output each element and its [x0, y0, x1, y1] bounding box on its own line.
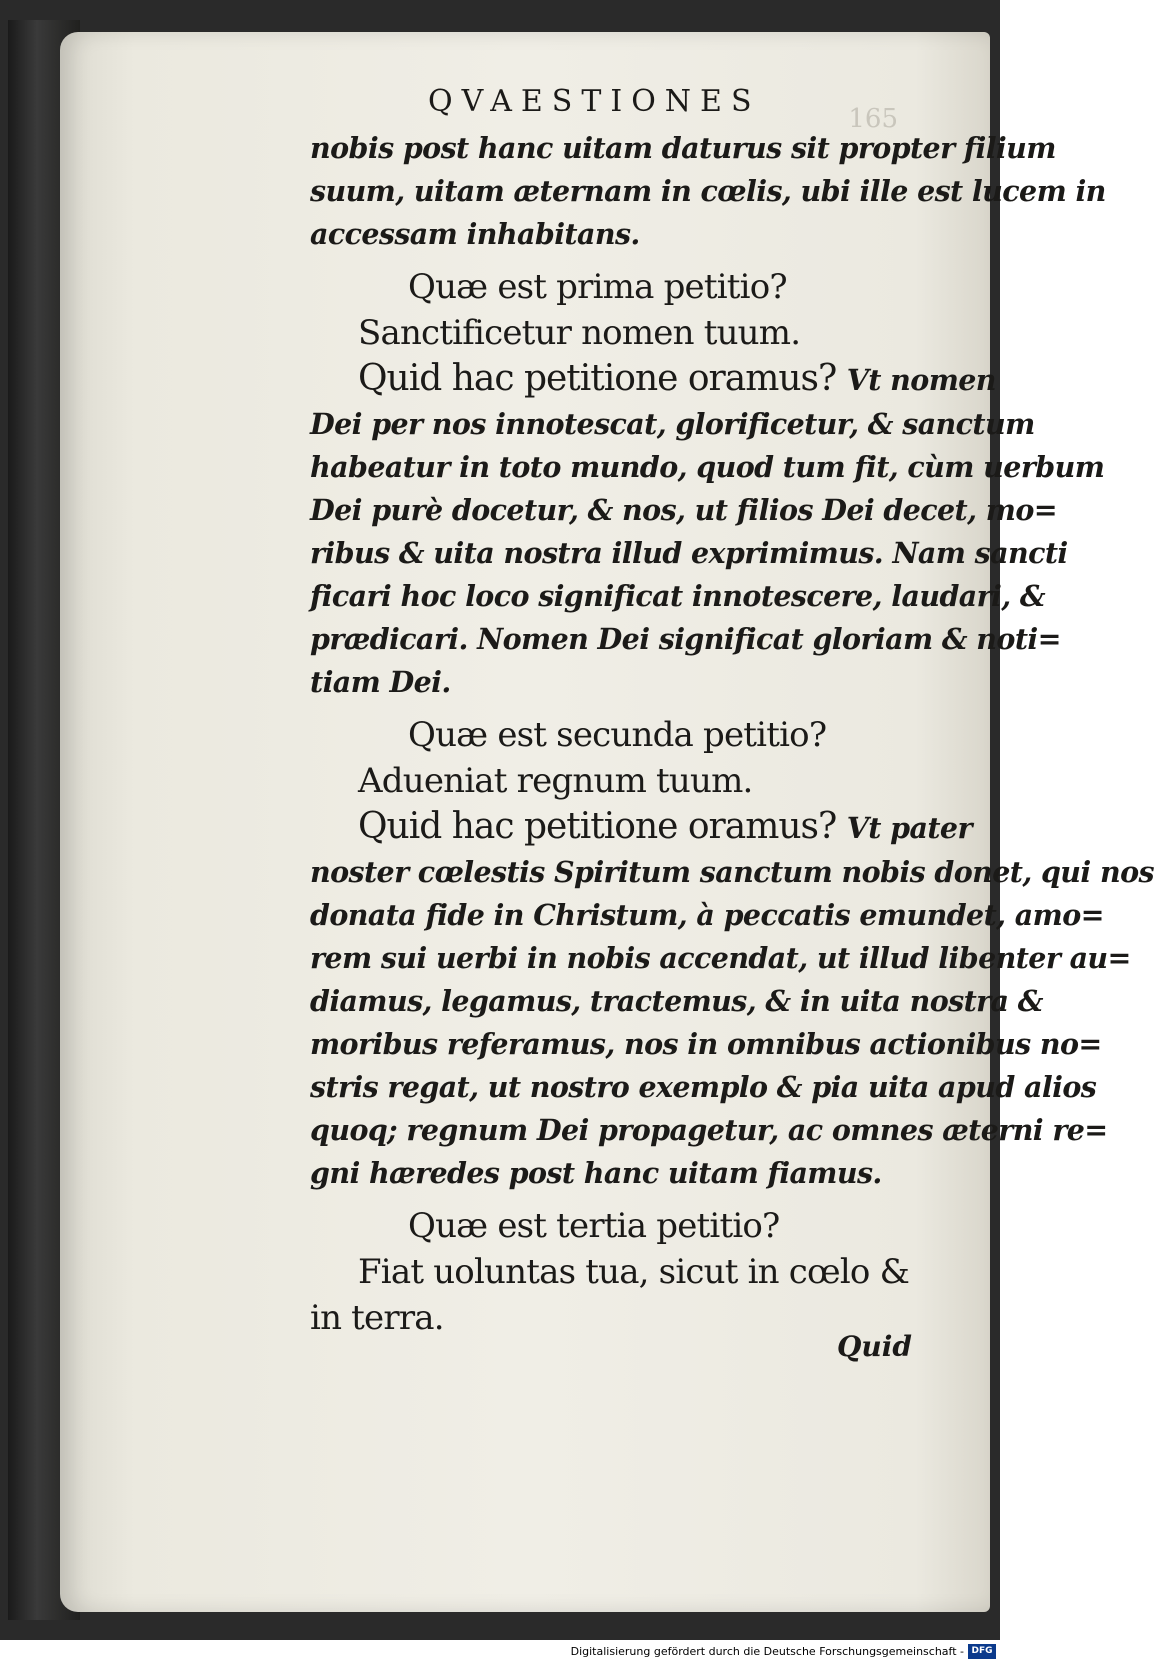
text-line: gni hæredes post hanc uitam fiamus. [310, 1156, 882, 1190]
answer-start-text: Vt nomen [846, 363, 996, 397]
faint-page-number: 165 [848, 104, 898, 134]
question-line [358, 804, 972, 851]
text-line: quoq; regnum Dei propagetur, ac omnes æterni re= [310, 1113, 1108, 1147]
text-lines [310, 127, 1154, 1341]
digitization-footer [0, 1642, 1000, 1663]
petition-text: Fiat uoluntas tua, sicut in cœlo & [358, 1252, 910, 1292]
footer-credit: Digitalisierung gefördert durch die Deutsche Forschungsgemeinschaft - [570, 1645, 964, 1658]
page-text [310, 84, 1154, 1341]
text-line: rem sui uerbi in nobis accendat, ut illud libenter au= [310, 941, 1131, 975]
text-line: diamus, legamus, tractemus, & in uita nostra & [310, 984, 1043, 1018]
text-line: habeatur in toto mundo, quod tum fit, cùm uerbum [310, 450, 1105, 484]
text-line: moribus referamus, nos in omnibus actionibus no= [310, 1027, 1102, 1061]
text-line: suum, uitam æternam in cœlis, ubi ille est lucem in [310, 174, 1106, 208]
text-line: nobis post hanc uitam daturus sit propter filium [310, 131, 1056, 165]
catchword: Quid [837, 1330, 912, 1363]
dfg-logo: DFG [968, 1644, 996, 1659]
text-line: ribus & uita nostra illud exprimimus. Nam sancti [310, 536, 1068, 570]
petition-text: in terra. [310, 1298, 444, 1338]
answer-start-text: Vt pater [846, 811, 972, 845]
text-line: accessam inhabitans. [310, 217, 640, 251]
petition-text: Adueniat regnum tuum. [358, 761, 753, 801]
text-line: stris regat, ut nostro exemplo & pia uita apud alios [310, 1070, 1097, 1104]
text-line: tiam Dei. [310, 665, 451, 699]
question-text: Quid hac petitione oramus? [358, 806, 847, 847]
text-line: Dei purè docetur, & nos, ut filios Dei decet, mo= [310, 493, 1058, 527]
question-heading: Quæ est prima petitio? [408, 267, 787, 307]
text-line: donata fide in Christum, à peccatis emundet, amo= [310, 898, 1104, 932]
question-heading: Quæ est tertia petitio? [408, 1206, 780, 1246]
text-line: Dei per nos innotescat, glorificetur, & sanctum [310, 407, 1035, 441]
question-heading: Quæ est secunda petitio? [408, 715, 827, 755]
text-line: noster cœlestis Spiritum sanctum nobis donet, qui nos [310, 855, 1154, 889]
question-line [358, 356, 996, 403]
petition-text: Sanctificetur nomen tuum. [358, 313, 801, 353]
text-line: prædicari. Nomen Dei significat gloriam & noti= [310, 622, 1061, 656]
question-text: Quid hac petitione oramus? [358, 358, 847, 399]
text-line: ficari hoc loco significat innotescere, laudari, & [310, 579, 1046, 613]
running-head: QVAESTIONES [428, 84, 761, 119]
